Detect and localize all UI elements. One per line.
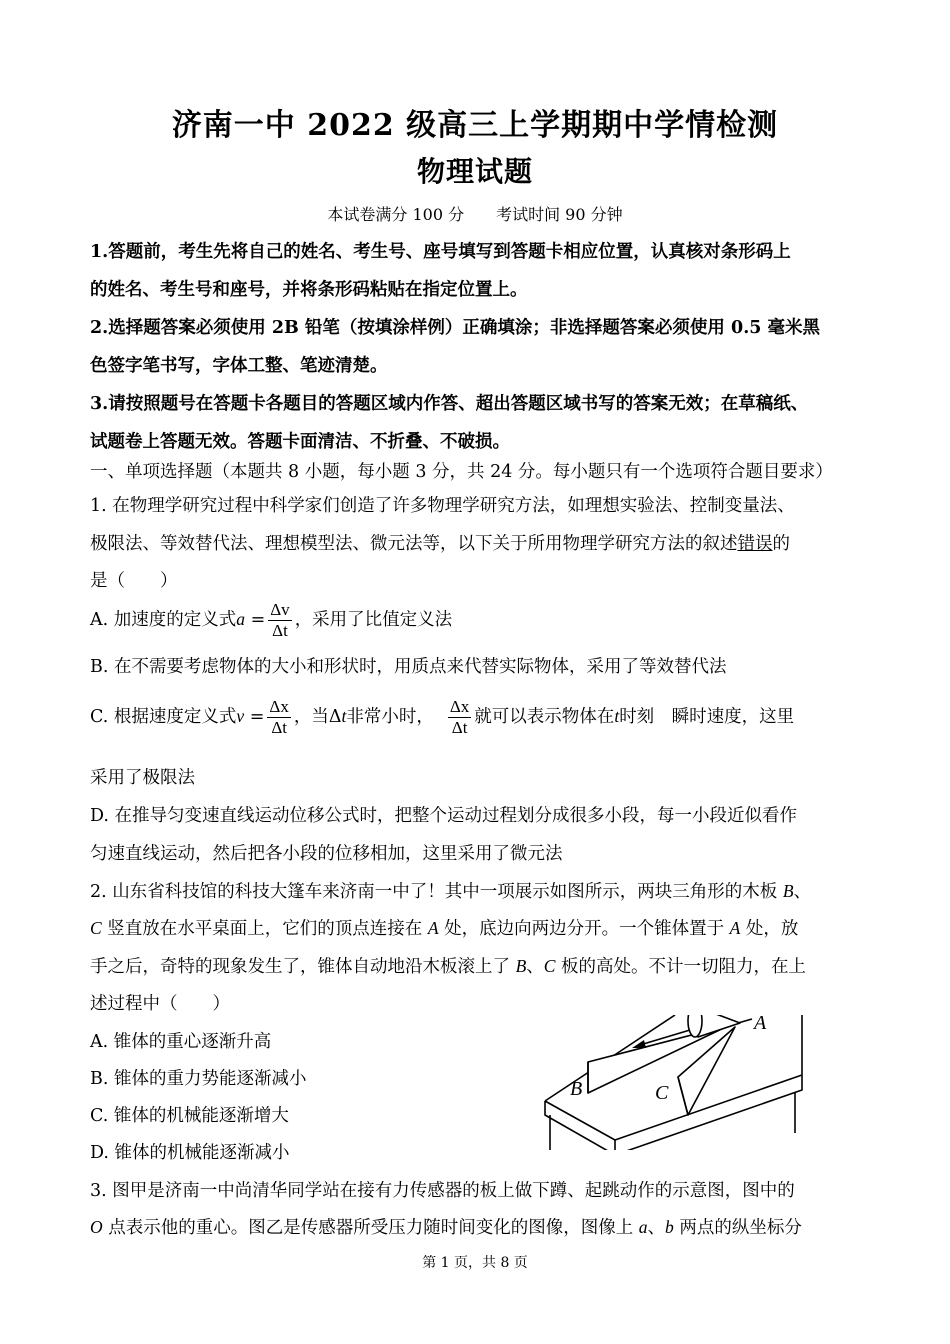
q2-stem-text: 2. 山东省科技馆的科技大篷车来济南一中了！其中一项展示如图所示，两块三角形的木板 bbox=[90, 882, 783, 902]
var-v: v bbox=[236, 706, 245, 726]
q2-stem-text: 手之后，奇特的现象发生了，锥体自动地沿木板滚上了 bbox=[90, 957, 516, 977]
q2-stem-line bbox=[90, 878, 811, 903]
exam-info: 本试卷满分 100 分 考试时间 90 分钟 bbox=[327, 205, 623, 224]
option-text: A. 加速度的定义式 bbox=[90, 610, 237, 630]
var-O: O bbox=[90, 1217, 103, 1237]
q3-stem-text: 两点的纵坐标分 bbox=[673, 1218, 802, 1238]
q1-option-a bbox=[90, 600, 452, 641]
option-text: ，采用了比值定义法 bbox=[294, 610, 453, 630]
var-b: b bbox=[665, 1217, 674, 1237]
q2-stem-text: 处，底边向两边分开。一个锥体置于 bbox=[438, 919, 730, 939]
var-B: B bbox=[782, 881, 794, 901]
instruction-line: 的姓名、考生号和座号，并将条形码粘贴在指定位置上。 bbox=[90, 280, 528, 300]
q1-stem-text: 极限法、等效替代法、理想模型法、微元法等，以下关于所用物理学研究方法的叙述 bbox=[90, 534, 738, 554]
q2-stem-text: 、 bbox=[793, 882, 812, 902]
var-C: C bbox=[90, 918, 102, 938]
fraction-denominator: Δt bbox=[272, 621, 288, 640]
q1-option-d-cont: 匀速直线运动，然后把各小段的位移相加，这里采用了微元法 bbox=[90, 844, 563, 864]
q1-emphasis-wrong: 错误 bbox=[737, 534, 773, 554]
fraction-denominator: Δt bbox=[271, 718, 287, 737]
option-text: 就可以表示物体在 bbox=[474, 707, 615, 727]
cone-on-boards-figure bbox=[540, 1015, 870, 1150]
option-text: C. 根据速度定义式 bbox=[90, 707, 237, 727]
instruction-line: 试题卷上答题无效。答题卡面清洁、不折叠、不破损。 bbox=[90, 432, 510, 452]
q1-option-d: D. 在推导匀变速直线运动位移公式时，把整个运动过程划分成很多小段，每一小段近似看作 bbox=[90, 806, 798, 826]
fraction bbox=[448, 697, 471, 738]
var-t: t bbox=[341, 706, 347, 726]
q1-stem-line: 1. 在物理学研究过程中科学家们创造了许多物理学研究方法，如理想实验法、控制变量法、 bbox=[90, 496, 795, 516]
fraction bbox=[267, 697, 290, 738]
fraction-denominator: Δt bbox=[451, 718, 468, 737]
option-text: ，当Δ bbox=[293, 707, 342, 727]
q2-stem-line bbox=[90, 953, 806, 978]
fraction-numerator: Δx bbox=[449, 697, 470, 716]
q3-stem-text: 、 bbox=[647, 1218, 666, 1238]
instruction-line: 3.请按照题号在答题卡各题目的答题区域内作答、超出答题区域书写的答案无效；在草稿纸、 bbox=[90, 394, 809, 414]
q3-stem-line: 3. 图甲是济南一中尚清华同学站在接有力传感器的板上做下蹲、起跳动作的示意图，图中的 bbox=[90, 1181, 795, 1201]
instruction-line: 2.选择题答案必须使用 2B 铅笔（按填涂样例）正确填涂；非选择题答案必须使用 0.5 毫米黑 bbox=[90, 318, 821, 338]
q2-stem-text: 板的高处。不计一切阻力，在上 bbox=[555, 957, 807, 977]
equals-sign: = bbox=[245, 610, 266, 630]
q2-stem-text: 竖直放在水平桌面上，它们的顶点连接在 bbox=[101, 919, 428, 939]
exam-title: 济南一中 2022 级高三上学期期中学情检测 bbox=[171, 108, 779, 143]
q1-option-b: B. 在不需要考虑物体的大小和形状时，用质点来代替实际物体，采用了等效替代法 bbox=[90, 657, 727, 677]
var-A: A bbox=[427, 918, 439, 938]
q3-stem-text: 点表示他的重心。图乙是传感器所受压力随时间变化的图像，图像上 bbox=[102, 1218, 639, 1238]
q2-option-b: B. 锥体的重力势能逐渐减小 bbox=[90, 1069, 307, 1089]
label-A: A bbox=[754, 1015, 767, 1034]
instruction-line: 1.答题前，考生先将自己的姓名、考生号、座号填写到答题卡相应位置，认真核对条形码上 bbox=[90, 242, 791, 262]
q2-stem-line: 述过程中（ ） bbox=[90, 994, 230, 1014]
q3-stem-line bbox=[90, 1214, 802, 1239]
label-C: C bbox=[655, 1082, 669, 1104]
section-heading: 一、单项选择题（本题共 8 小题，每小题 3 分，共 24 分。每小题只有一个选项符合题目要求） bbox=[90, 462, 833, 482]
instruction-line: 色签字笔书写，字体工整、笔迹清楚。 bbox=[90, 356, 388, 376]
var-a: a bbox=[236, 609, 246, 629]
exam-subtitle: 物理试题 bbox=[416, 155, 533, 188]
var-B: B bbox=[515, 956, 527, 976]
q2-option-d: D. 锥体的机械能逐渐减小 bbox=[90, 1143, 290, 1163]
q1-option-c bbox=[90, 697, 794, 738]
page-footer: 第 1 页，共 8 页 bbox=[422, 1255, 528, 1271]
fraction-numerator: Δx bbox=[269, 697, 289, 716]
option-text: 非常小时， bbox=[346, 707, 434, 727]
fraction bbox=[268, 600, 291, 641]
q1-stem-line bbox=[90, 530, 790, 555]
q2-stem-text: 、 bbox=[526, 957, 544, 977]
option-text: 时刻 瞬时速度，这里 bbox=[619, 707, 795, 727]
q1-option-c-cont: 采用了极限法 bbox=[90, 768, 195, 788]
equals-sign: = bbox=[244, 707, 265, 727]
q2-option-c: C. 锥体的机械能逐渐增大 bbox=[90, 1106, 289, 1126]
var-t: t bbox=[614, 706, 620, 726]
label-B: B bbox=[570, 1078, 583, 1100]
var-C: C bbox=[543, 956, 556, 976]
q1-stem-text: 的 bbox=[772, 534, 790, 554]
fraction-numerator: Δv bbox=[270, 600, 290, 619]
q1-stem-line: 是（ ） bbox=[90, 571, 178, 591]
q2-stem-text: 处，放 bbox=[740, 919, 799, 939]
var-a: a bbox=[638, 1217, 648, 1237]
q2-stem-line bbox=[90, 915, 798, 940]
var-A: A bbox=[729, 918, 741, 938]
q2-option-a: A. 锥体的重心逐渐升高 bbox=[90, 1032, 272, 1052]
